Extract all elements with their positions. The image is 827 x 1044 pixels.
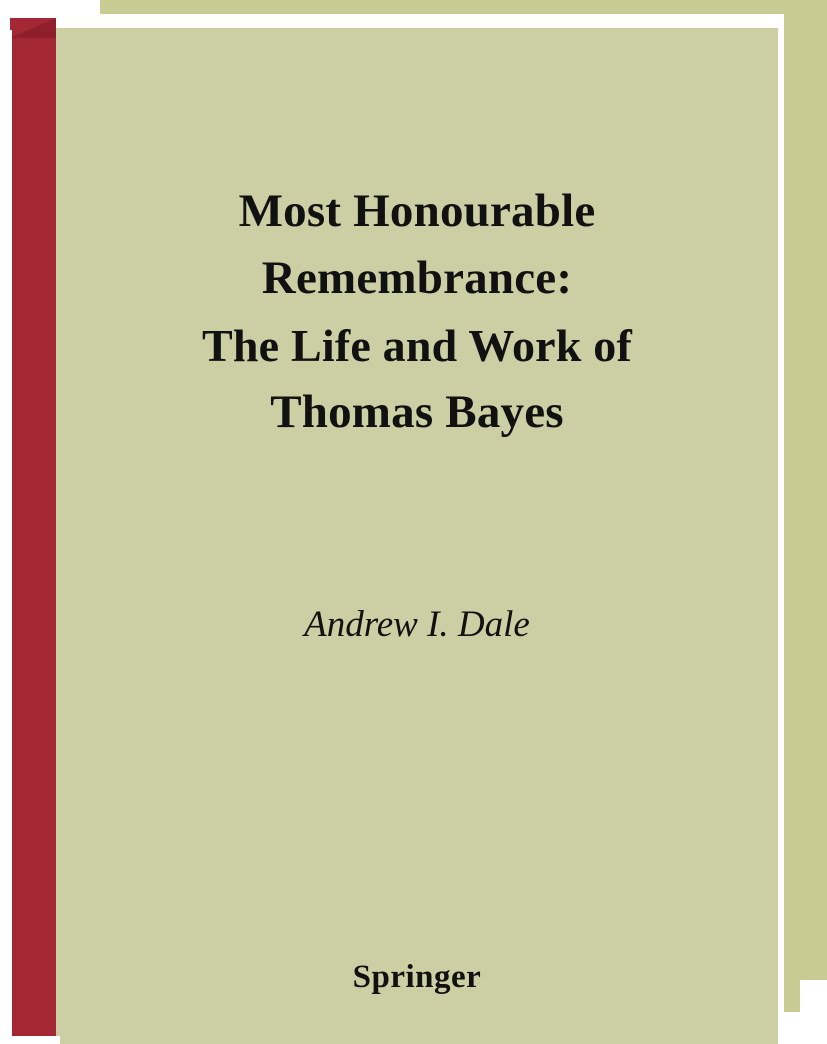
backing-notch-bottom-right <box>800 980 827 1012</box>
book-title-line-1: Most Honourable <box>238 185 596 237</box>
book-title-line-2: Remembrance: <box>261 252 573 304</box>
book-title <box>56 178 778 446</box>
cover-bottom-left-cut <box>0 1036 60 1044</box>
cover-content <box>56 28 778 1044</box>
book-title-line-3: The Life and Work of <box>202 320 632 371</box>
spine-outer-margin <box>0 30 12 1044</box>
cover-front-panel <box>56 28 778 1044</box>
book-author: Andrew I. Dale <box>304 604 530 645</box>
book-title-line-4: Thomas Bayes <box>270 386 564 438</box>
book-spine <box>10 18 56 1038</box>
backing-notch-top-left <box>40 0 100 14</box>
publisher-logo: Springer <box>352 959 482 995</box>
